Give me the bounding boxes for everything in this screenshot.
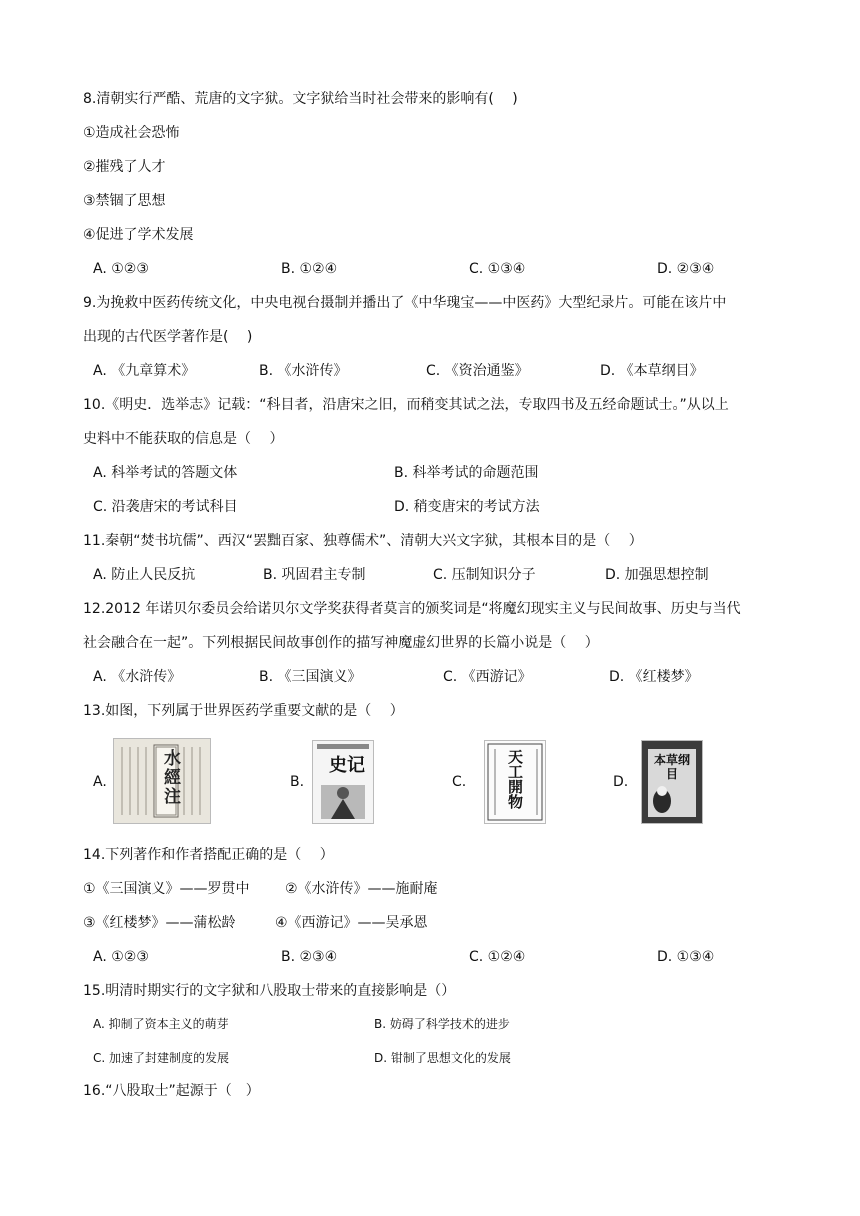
book-image-tiangongkaiwu xyxy=(484,740,546,824)
question-9-option-d: D. 《本草纲目》 xyxy=(600,363,704,379)
question-11-option-b: B. 巩固君主专制 xyxy=(263,567,366,583)
question-10-option-c: C. 沿袭唐宋的考试科目 xyxy=(93,499,238,515)
question-14-option-b: B. ②③④ xyxy=(281,949,338,965)
book-image-shuijingzhu xyxy=(113,738,211,824)
question-8-option-a: A. ①②③ xyxy=(93,261,149,277)
question-12-option-c: C. 《西游记》 xyxy=(443,669,532,685)
book-title-tiangongkaiwu: 天工開物 xyxy=(506,749,524,809)
question-11-option-d: D. 加强思想控制 xyxy=(605,567,709,583)
question-13-label-b: B. xyxy=(290,774,305,790)
question-13-label-d: D. xyxy=(613,774,629,790)
question-15-stem: 15.明清时期实行的文字狱和八股取士带来的直接影响是（） xyxy=(83,983,456,999)
question-12-stem-line-2: 社会融合在一起”。下列根据民间故事创作的描写神魔虚幻世界的长篇小说是（ ） xyxy=(83,635,599,651)
question-11-option-c: C. 压制知识分子 xyxy=(433,567,536,583)
question-14-item-1: ①《三国演义》——罗贯中 xyxy=(83,881,250,897)
question-10-option-a: A. 科举考试的答题文体 xyxy=(93,465,238,481)
question-14-item-4: ④《西游记》——吴承恩 xyxy=(275,915,428,931)
question-13-stem: 13.如图，下列属于世界医药学重要文献的是（ ） xyxy=(83,703,404,719)
question-8-item-3: ③禁锢了思想 xyxy=(83,193,166,209)
question-9-option-a: A. 《九章算术》 xyxy=(93,363,196,379)
question-16-stem: 16.“八股取士”起源于（ ） xyxy=(83,1083,260,1099)
question-10-stem-line-1: 10.《明史．选举志》记载：“科目者，沿唐宋之旧，而稍变其试之法，专取四书及五经命题试士。”从以上 xyxy=(83,397,729,413)
question-14-item-3: ③《红楼梦》——蒲松龄 xyxy=(83,915,236,931)
question-14-option-d: D. ①③④ xyxy=(657,949,715,965)
question-14-stem: 14.下列著作和作者搭配正确的是（ ） xyxy=(83,847,334,863)
question-8-item-1: ①造成社会恐怖 xyxy=(83,125,180,141)
question-13-label-a: A. xyxy=(93,774,107,790)
question-8-item-2: ②摧残了人才 xyxy=(83,159,166,175)
question-14-option-a: A. ①②③ xyxy=(93,949,149,965)
question-13-label-c: C. xyxy=(452,774,467,790)
question-9-option-c: C. 《资治通鉴》 xyxy=(426,363,529,379)
question-12-stem-line-1: 12.2012 年诺贝尔委员会给诺贝尔文学奖获得者莫言的颁奖词是“将魔幻现实主义与民间故事、历史与当代 xyxy=(83,601,741,617)
question-9-stem-line-1: 9.为挽救中医药传统文化，中央电视台摄制并播出了《中华瑰宝——中医药》大型纪录片。可能在该片中 xyxy=(83,295,727,311)
question-15-option-b: B. 妨碍了科学技术的进步 xyxy=(374,1017,510,1031)
book-title-bencaogangmu: 本草纲目 xyxy=(653,753,690,781)
book-image-shiji xyxy=(312,740,374,824)
question-8-option-d: D. ②③④ xyxy=(657,261,715,277)
question-12-option-a: A. 《水浒传》 xyxy=(93,669,182,685)
question-8-stem: 8.清朝实行严酷、荒唐的文字狱。文字狱给当时社会带来的影响有( ) xyxy=(83,91,518,107)
question-15-option-c: C. 加速了封建制度的发展 xyxy=(93,1051,230,1065)
question-11-option-a: A. 防止人民反抗 xyxy=(93,567,196,583)
question-10-option-b: B. 科举考试的命题范围 xyxy=(394,465,539,481)
question-9-stem-line-2: 出现的古代医学著作是( ) xyxy=(83,329,253,345)
question-12-option-b: B. 《三国演义》 xyxy=(259,669,362,685)
question-14-option-c: C. ①②④ xyxy=(469,949,526,965)
book-title-shiji: 史记 xyxy=(329,755,365,776)
question-10-stem-line-2: 史料中不能获取的信息是（ ） xyxy=(83,431,284,447)
question-9-option-b: B. 《水浒传》 xyxy=(259,363,348,379)
book-image-bencaogangmu xyxy=(641,740,703,824)
question-10-option-d: D. 稍变唐宋的考试方法 xyxy=(394,499,540,515)
question-8-option-b: B. ①②④ xyxy=(281,261,338,277)
question-14-item-2: ②《水浒传》——施耐庵 xyxy=(285,881,438,897)
question-11-stem: 11.秦朝“焚书坑儒”、西汉“罢黜百家、独尊儒术”、清朝大兴文字狱，其根本目的是（ ） xyxy=(83,533,643,549)
question-8-item-4: ④促进了学术发展 xyxy=(83,227,194,243)
question-8-option-c: C. ①③④ xyxy=(469,261,526,277)
question-12-option-d: D. 《红楼梦》 xyxy=(609,669,699,685)
question-15-option-d: D. 钳制了思想文化的发展 xyxy=(374,1051,511,1065)
book-title-shuijingzhu: 水經注 xyxy=(160,749,180,806)
question-15-option-a: A. 抑制了资本主义的萌芽 xyxy=(93,1017,229,1031)
